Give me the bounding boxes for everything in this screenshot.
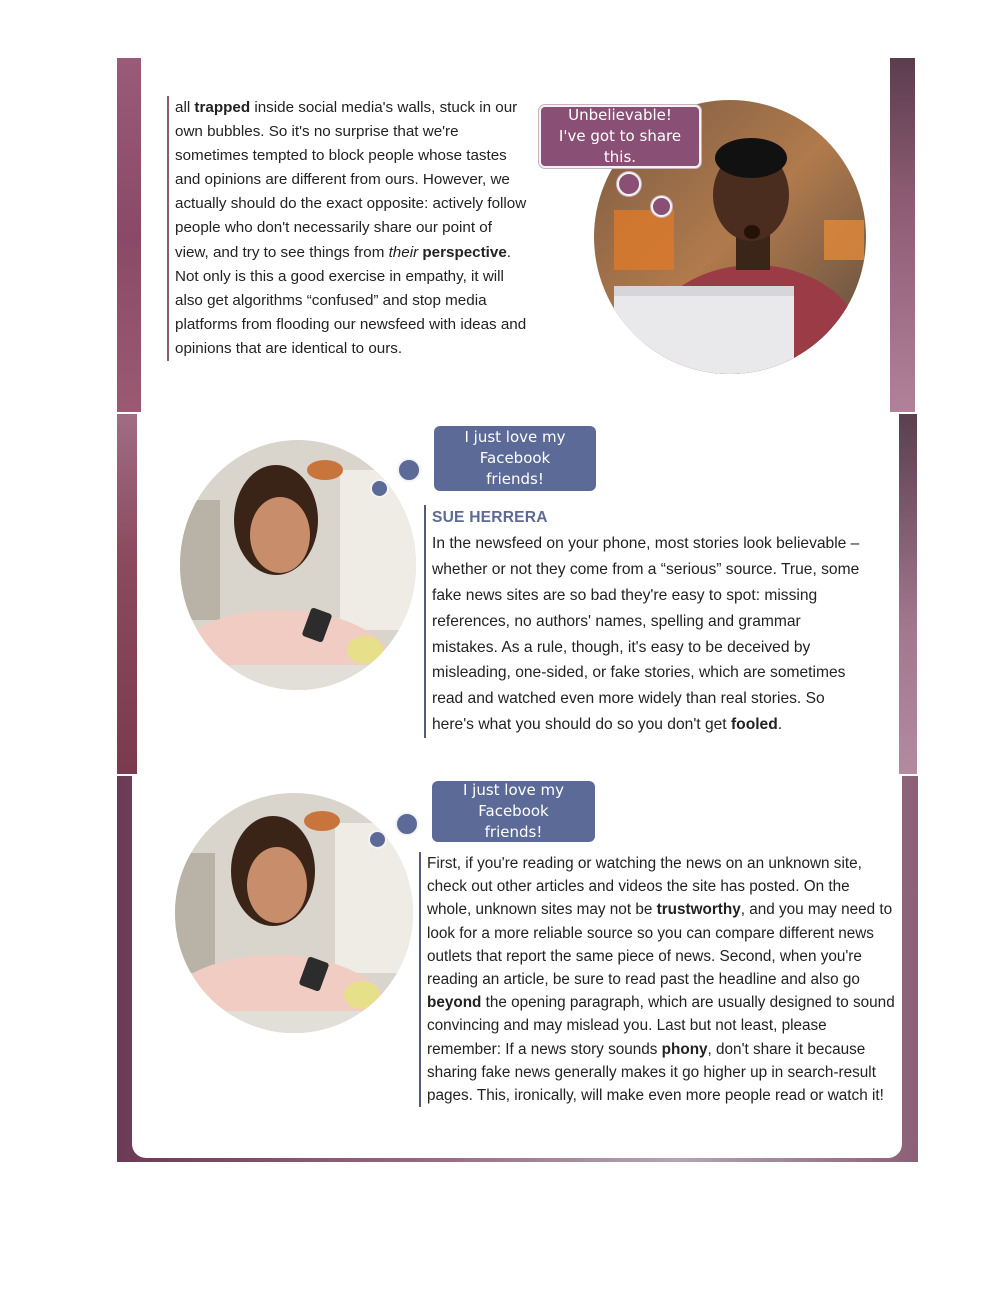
thought-bubble: [434, 426, 596, 491]
text-run: In the newsfeed on your phone, most stories look believable – whether or not they come from a “serious” source. True, some fake news sites are so bad they're easy to spot: missing references, no authors' names, spelling and grammar mistakes. As a rule, though, it's easy to be deceived by misleading, one-sided, or fake stories, which are sometimes read and watched even more widely than real stories. So here's what you should do so you don't get: [432, 534, 860, 734]
emphasis-bold: trustworthy: [656, 901, 741, 919]
emphasis-bold: perspective: [422, 243, 507, 261]
thought-bubble: [432, 781, 595, 842]
thought-dot: [397, 458, 421, 482]
text-run: inside social media's walls, stuck in our own bubbles. So it's no surprise that we're sometimes tempted to block people whose tastes and opinions are different from ours. However, we actually should do the exact opposite: actively follow people who don't necessarily share our point of view, and try to see things from: [175, 99, 527, 261]
article-paragraph: [424, 505, 862, 738]
text-run: .: [777, 716, 783, 734]
text-run: all: [175, 99, 195, 116]
thought-dot: [395, 812, 419, 836]
bubble-text: I just love my Facebook friends!: [462, 781, 565, 841]
paragraph-text: [427, 852, 897, 1107]
text-run: First, if you're reading or watching the news on an unknown site, check out other articles and videos the site has posted. On the whole, unknown sites may not be: [427, 855, 862, 919]
emphasis-bold: trapped: [194, 99, 251, 116]
woman-phone-photo: [180, 440, 416, 690]
thought-dot: [370, 479, 389, 498]
thought-dot: [617, 172, 641, 196]
emphasis-bold: beyond: [427, 994, 482, 1012]
emphasis-italic: their: [388, 243, 419, 261]
thought-dot: [368, 830, 387, 849]
article-paragraph: [419, 852, 897, 1107]
decorative-bar-left: [117, 58, 141, 412]
text-run: the opening paragraph, which are usually designed to sound convincing and may mislead you. Last but not least, please remember: If a news story sounds: [427, 994, 895, 1058]
paragraph-text: [432, 531, 862, 738]
thought-bubble: [539, 105, 701, 168]
author-name: SUE HERRERA: [432, 509, 548, 526]
paragraph-text: [175, 96, 527, 361]
decorative-bar-right: [890, 58, 915, 412]
woman-phone-photo: [175, 793, 413, 1033]
thought-dot: [651, 196, 672, 217]
bubble-text: I just love my Facebook friends!: [464, 428, 566, 488]
text-run: , don't share it because sharing fake news generally makes it go higher up in search-result pages. This, ironically, will make even more people read or watch it!: [427, 1040, 884, 1105]
article-paragraph: [167, 96, 527, 361]
emphasis-bold: phony: [661, 1040, 708, 1058]
text-run: , and you may need to look for a more reliable source so you can compare different news outlets that report the same piece of news. Second, when you're reading an article, be sure to read past the headline and also go: [427, 901, 893, 989]
emphasis-bold: fooled: [730, 716, 778, 734]
decorative-bar-right: [899, 414, 917, 774]
text-run: . Not only is this a good exercise in empathy, it will also get algorithms “confused” and stop media platforms from flooding our newsfeed with ideas and opinions that are identical to ours.: [175, 243, 527, 357]
bubble-text: Unbelievable! I've got to share this.: [558, 106, 682, 166]
decorative-bar-left: [117, 414, 137, 774]
